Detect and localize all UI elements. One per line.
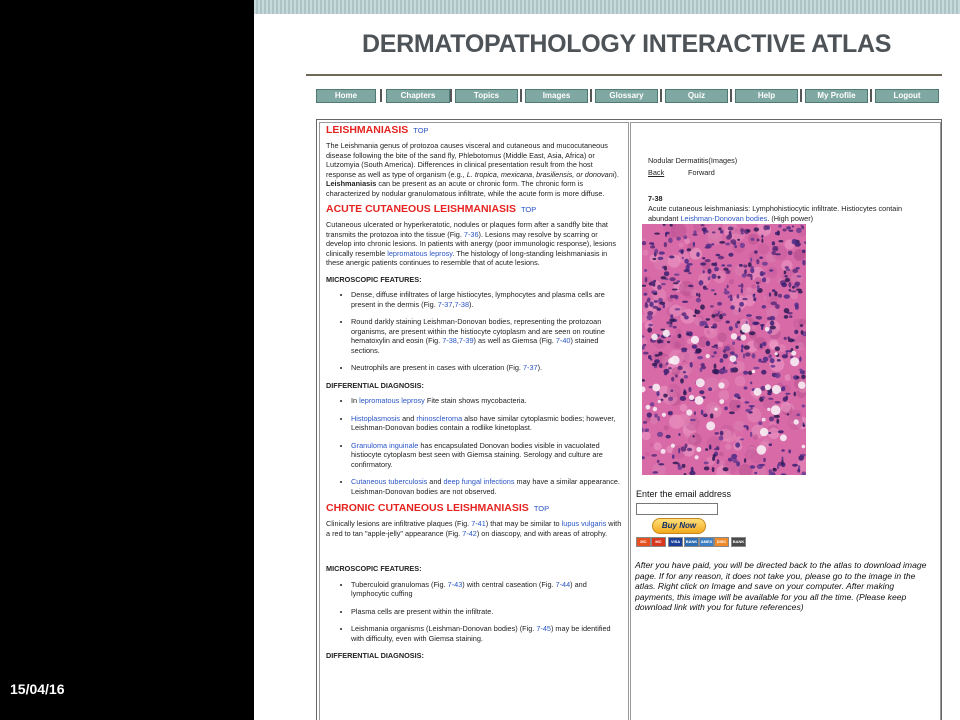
site-title: DERMATOPATHOLOGY INTERACTIVE ATLAS xyxy=(362,30,892,58)
chronic-differential-heading: DIFFERENTIAL DIAGNOSIS: xyxy=(326,651,424,660)
granuloma-inguinale-link[interactable]: Granuloma inguinale xyxy=(351,440,419,450)
fig-link[interactable]: 7-44 xyxy=(555,579,571,589)
fig-link[interactable]: 7-39 xyxy=(458,336,474,345)
list-item: • Plasma cells are present within the infiltrate. xyxy=(351,607,622,617)
fig-link[interactable]: 7-38 xyxy=(442,336,457,345)
image-section-title: Nodular Dermatitis(Images) xyxy=(648,156,738,165)
leishman-donovan-link[interactable]: Leishman-Donovan bodies xyxy=(680,213,768,223)
acute-intro: Cutaneous ulcerated or hyperkeratotic, nodules or plaques form after a sandfly bite that transmits the protozoa into the tissue (Fig. 7-36). Lesions may resolve by scarring or develop into chronic lesions. In patients with anergy (poor immunologic response), lesions clinically resemble lepromatous leprosy. The histology of long-standing leishmaniasis in these anergic patients continues to resemble that of acute lesions. xyxy=(326,220,617,267)
nav-separator xyxy=(870,89,872,102)
nav-separator xyxy=(590,89,592,102)
acute-microscopic-heading: MICROSCOPIC FEATURES: xyxy=(326,274,422,284)
amex-icon: AMEX xyxy=(699,537,714,547)
top-link[interactable]: TOP xyxy=(413,126,429,135)
lepromatous-leprosy-link[interactable]: lepromatous leprosy xyxy=(359,396,425,405)
header-strip xyxy=(254,0,960,14)
leishmaniasis-intro: The Leishmania genus of protozoa causes visceral and cutaneous and mucocutaneous disease following the bite of the sand fly, Phlebotomus (Middle East, Asia, Africa) or Lutzomyia (South America). Differences in clinical presentation result from the host response as well as type of organism (e.g., L. tropica, mexicana, brasiliensis, or donovani). Leishmaniasis can be present as an acute or chronic form. The chronic form is characterized by nodular granulomatous infiltrate, while the acute form is more diffuse. xyxy=(326,141,619,198)
histoplasmosis-link[interactable]: Histoplasmosis xyxy=(351,413,401,423)
list-item: • Round darkly staining Leishman-Donovan bodies, representing the protozoan organisms, are present within the histiocyte cytoplasm and are seen on routine hematoxylin and eosin (Fig. 7-38,7-39) as well as Giemsa (Fig. 7-40) stained sections. xyxy=(351,317,622,355)
discover-icon: DISC xyxy=(714,537,729,547)
email-label: Enter the email address xyxy=(636,489,732,499)
bank-transfer-icon: BANK xyxy=(731,537,746,547)
buy-now-button[interactable]: Buy Now xyxy=(652,518,706,534)
fig-link[interactable]: 7-41 xyxy=(471,519,486,528)
top-link[interactable]: TOP xyxy=(533,504,550,513)
nav-chapters-button[interactable]: Chapters xyxy=(386,89,450,103)
nav-separator xyxy=(730,89,732,102)
maestro-icon: MC xyxy=(651,537,666,547)
acute-microscopic-list xyxy=(326,290,622,373)
title-rule xyxy=(306,74,942,76)
forward-label[interactable]: Forward xyxy=(688,168,715,177)
list-item: • Tuberculoid granulomas (Fig. 7-43) with central caseation (Fig. 7-44) and lymphocytic cuffing xyxy=(351,580,622,599)
list-item: • Granuloma inguinale has encapsulated Donovan bodies visible in vacuolated histiocyte cytoplasm best seen with Giemsa staining. Serology and culture are confirmatory. xyxy=(351,441,622,470)
chronic-microscopic-heading: MICROSCOPIC FEATURES: xyxy=(326,564,422,573)
mastercard-icon: MC xyxy=(636,537,651,547)
list-item: • Histoplasmosis and rhinoscleroma also have similar cytoplasmic bodies; however, Leishman-Donovan bodies contain a rodlike kinetoplast. xyxy=(351,414,622,433)
webpage xyxy=(254,0,960,720)
figure-number: 7-38 xyxy=(648,194,663,203)
nav-home-button[interactable]: Home xyxy=(316,89,376,103)
fig-link[interactable]: 7-37 xyxy=(437,299,453,309)
list-item: • Leishmania organisms (Leishman-Donovan bodies) (Fig. 7-45) may be identified with difficulty, even with Giemsa staining. xyxy=(351,624,622,643)
nav-separator xyxy=(380,89,382,102)
histology-image[interactable] xyxy=(642,224,806,475)
list-item: • Cutaneous tuberculosis and deep fungal infections may have a similar appearance. Leishman-Donovan bodies are not observed. xyxy=(351,477,622,496)
cutaneous-tuberculosis-link[interactable]: Cutaneous tuberculosis xyxy=(351,477,428,486)
nav-images-button[interactable]: Images xyxy=(525,89,588,103)
lepromatous-leprosy-link[interactable]: lepromatous leprosy xyxy=(387,248,453,258)
nav-quiz-button[interactable]: Quiz xyxy=(665,89,728,103)
nav-topics-button[interactable]: Topics xyxy=(455,89,518,103)
fig-link[interactable]: 7-38 xyxy=(454,299,470,309)
lupus-vulgaris-link[interactable]: lupus vulgaris xyxy=(561,519,607,528)
slide-date: 15/04/16 xyxy=(10,681,65,697)
payment-card-icons xyxy=(636,537,746,546)
list-item: • Neutrophils are present in cases with ulceration (Fig. 7-37). xyxy=(351,363,622,373)
nav-help-button[interactable]: Help xyxy=(735,89,798,103)
fig-link[interactable]: 7-42 xyxy=(462,528,477,538)
back-link[interactable]: Back xyxy=(648,168,665,177)
nav-separator xyxy=(800,89,802,102)
top-link[interactable]: TOP xyxy=(520,205,537,214)
payment-notice: After you have paid, you will be directed back to the atlas to download image page. If for any reason, it does not take you, please go to the image in the atlas. Right click on Image and save on your computer. After making payments, this image will be available for you all the time. (Please keep download link with you for future references) xyxy=(635,560,927,613)
fig-link[interactable]: 7-36 xyxy=(463,229,479,239)
fig-link[interactable]: 7-45 xyxy=(536,624,551,633)
list-item: • Dense, diffuse infiltrates of large histiocytes, lymphocytes and plasma cells are present in the dermis (Fig. 7-37,7-38). xyxy=(351,290,622,309)
chronic-heading: CHRONIC CUTANEOUS LEISHMANIASIS TOP xyxy=(326,502,550,514)
list-item: • In lepromatous leprosy Fite stain shows mycobacteria. xyxy=(351,396,622,406)
deep-fungal-infections-link[interactable]: deep fungal infections xyxy=(443,477,515,486)
text-panel xyxy=(319,122,629,720)
nav-separator xyxy=(660,89,662,102)
rhinoscleroma-link[interactable]: rhinoscleroma xyxy=(416,413,463,423)
image-panel xyxy=(630,122,941,720)
acute-differential-list xyxy=(326,396,622,496)
nav-my-profile-button[interactable]: My Profile xyxy=(805,89,868,103)
acute-heading: ACUTE CUTANEOUS LEISHMANIASIS TOP xyxy=(326,203,537,215)
nav-logout-button[interactable]: Logout xyxy=(875,89,939,103)
content-table xyxy=(316,119,942,720)
nav-glossary-button[interactable]: Glossary xyxy=(595,89,658,103)
fig-link[interactable]: 7-37 xyxy=(522,363,538,372)
nav-bar xyxy=(316,89,942,102)
chronic-microscopic-list xyxy=(326,580,622,644)
figure-caption: Acute cutaneous leishmaniasis: Lymphohistiocytic infiltrate. Histiocytes contain abundant Leishman-Donovan bodies. (High power) xyxy=(648,204,903,223)
email-input[interactable] xyxy=(636,503,718,515)
leishmaniasis-heading: LEISHMANIASIS TOP xyxy=(326,124,429,136)
fig-link[interactable]: 7-43 xyxy=(447,579,463,589)
acute-differential-heading: DIFFERENTIAL DIAGNOSIS: xyxy=(326,380,424,390)
fig-link[interactable]: 7-40 xyxy=(555,336,571,345)
bank-icon: BANK xyxy=(684,537,699,547)
chronic-intro: Clinically lesions are infiltrative plaques (Fig. 7-41) that may be similar to lupus vulgaris with a red to tan "apple-jelly" appearance (Fig. 7-42) on diascopy, and with areas of atrophy. xyxy=(326,519,622,538)
nav-separator xyxy=(450,89,452,102)
visa-icon: VISA xyxy=(668,537,683,547)
nav-separator xyxy=(520,89,522,102)
